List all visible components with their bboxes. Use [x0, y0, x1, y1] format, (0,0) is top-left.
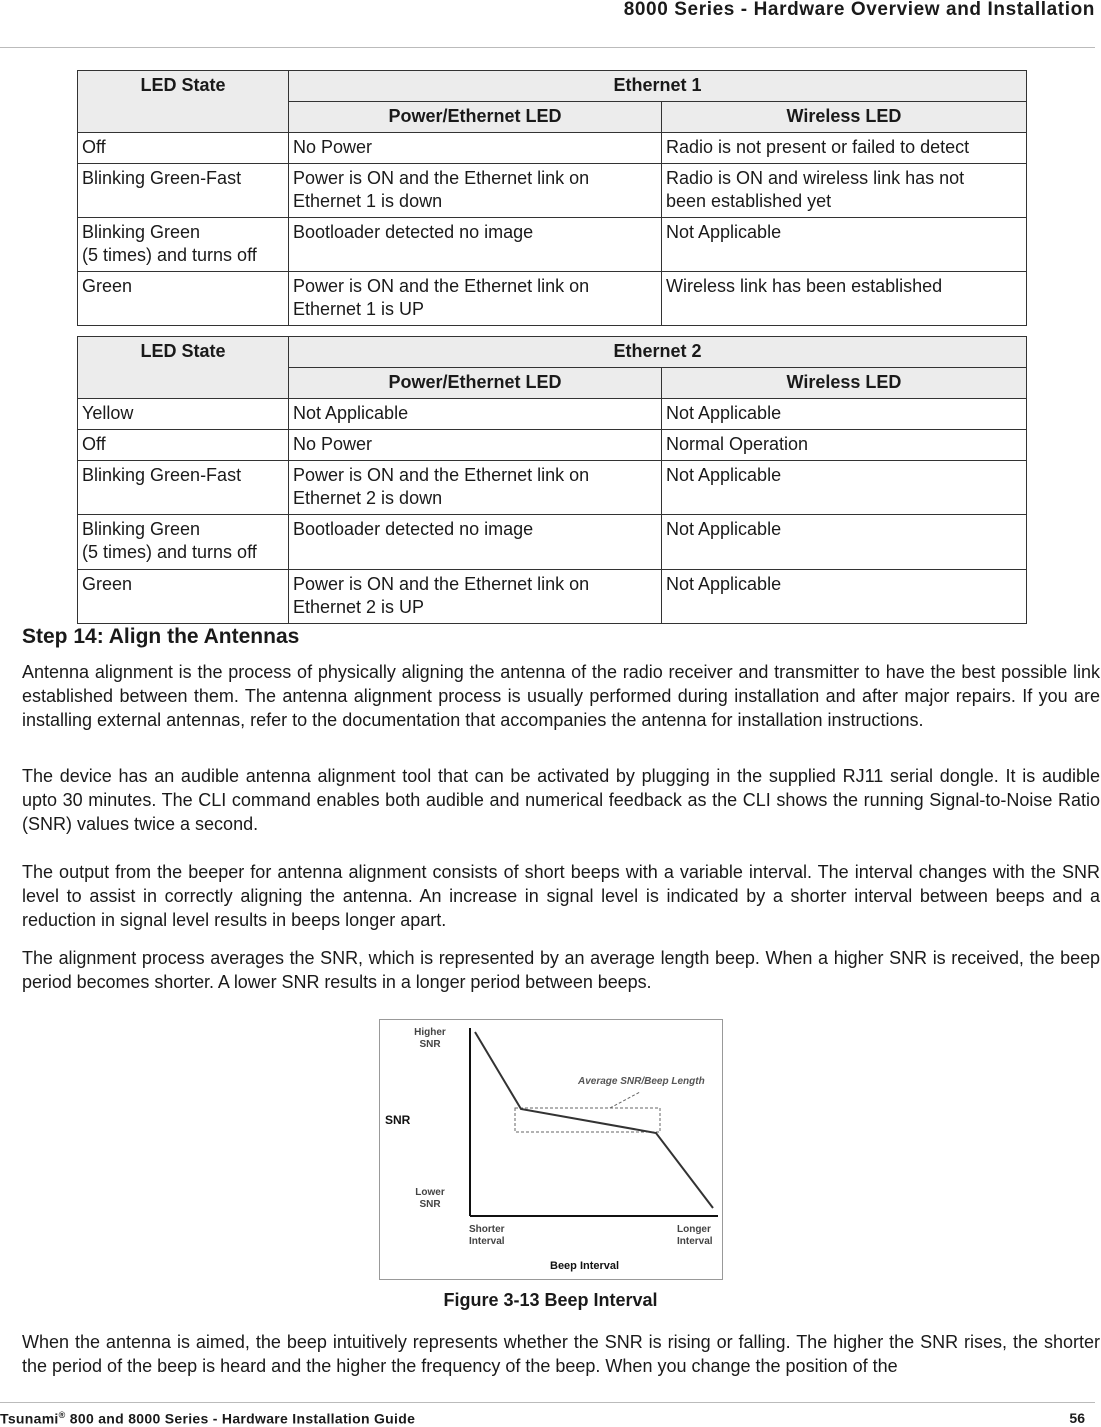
power-ethernet-led-cell-line: Ethernet 1 is UP — [293, 299, 425, 319]
section-heading: Step 14: Align the Antennas — [22, 625, 300, 648]
table-row — [78, 218, 1027, 272]
snr-curve — [475, 1032, 713, 1208]
wireless-led-cell-line: Radio is not present or failed to detect — [666, 137, 970, 157]
page-header — [0, 0, 1101, 50]
power-ethernet-led-cell-line: Power is ON and the Ethernet link on — [293, 465, 590, 485]
led-state-cell-line: Blinking Green — [82, 222, 201, 242]
power-ethernet-led-cell-line: Bootloader detected no image — [293, 222, 534, 242]
wireless-led-cell — [662, 218, 1027, 272]
table-row — [78, 164, 1027, 218]
wireless-led-header: Wireless LED — [662, 102, 1027, 133]
higher-snr-label-line2: SNR — [419, 1039, 441, 1050]
led-state-header: LED State — [78, 71, 289, 133]
paragraph-beeper-output: The output from the beeper for antenna alignment consists of short beeps with a variable interval. The interval changes with the SNR level to assist in correctly aligning the antenna. An increase in signal level is indicated by a shorter interval between beeps and a reduction in signal level results in beeps longer apart. — [22, 862, 1100, 930]
power-ethernet-led-header: Power/Ethernet LED — [289, 102, 662, 133]
ethernet1-led-table — [77, 70, 1027, 326]
led-state-cell — [78, 272, 289, 326]
paragraph-snr-averaging: The alignment process averages the SNR, which is represented by an average length beep. When a higher SNR is received, the beep period becomes shorter. A lower SNR results in a longer period between beeps. — [22, 948, 1100, 992]
power-ethernet-led-cell-line: Not Applicable — [293, 403, 409, 423]
higher-snr-label-line1: Higher — [414, 1027, 446, 1038]
led-state-cell-line: Off — [82, 434, 106, 454]
paragraph-audible-tool: The device has an audible antenna alignment tool that can be activated by plugging in the supplied RJ11 serial dongle. It is audible upto 30 minutes. The CLI command enables both audible and numerical feedback as the CLI shows the running Signal-to-Noise Ratio (SNR) values twice a second. — [22, 766, 1100, 834]
led-state-cell — [78, 461, 289, 515]
power-ethernet-led-cell — [289, 570, 662, 624]
beep-interval-diagram — [380, 1020, 722, 1279]
power-ethernet-led-cell-line: Ethernet 2 is UP — [293, 597, 425, 617]
header-rule — [0, 47, 1095, 48]
wireless-led-cell — [662, 272, 1027, 326]
led-state-cell — [78, 430, 289, 461]
average-snr-annotation: Average SNR/Beep Length — [578, 1076, 705, 1087]
led-state-header: LED State — [78, 337, 289, 399]
led-state-cell-line: Blinking Green — [82, 519, 201, 539]
wireless-led-cell — [662, 515, 1027, 570]
power-ethernet-led-cell-line: Bootloader detected no image — [293, 519, 534, 539]
led-state-cell — [78, 515, 289, 570]
ethernet2-led-table — [77, 336, 1027, 624]
annotation-leader — [610, 1092, 640, 1108]
wireless-led-cell-line: Wireless link has been established — [666, 276, 943, 296]
footer-brand: Tsunami — [0, 1410, 59, 1427]
power-ethernet-led-cell — [289, 164, 662, 218]
table-row — [78, 399, 1027, 430]
table-row — [78, 515, 1027, 570]
power-ethernet-led-cell — [289, 218, 662, 272]
power-ethernet-led-cell-line: Power is ON and the Ethernet link on — [293, 168, 590, 188]
wireless-led-cell-line: Not Applicable — [666, 465, 782, 485]
registered-mark: ® — [58, 1410, 66, 1420]
table-row — [78, 570, 1027, 624]
paragraph-alignment-intro: Antenna alignment is the process of physically aligning the antenna of the radio receiver and transmitter to have the best possible link established between them. The antenna alignment process is usually performed during installation and after major repairs. If you are installing external antennas, refer to the documentation that accompanies the antenna for installation instructions. — [22, 662, 1100, 730]
table-row — [78, 430, 1027, 461]
ethernet2-table-body — [78, 399, 1027, 624]
wireless-led-cell — [662, 399, 1027, 430]
led-state-cell — [78, 399, 289, 430]
power-ethernet-led-cell-line: No Power — [293, 434, 373, 454]
footer-guide-name: 800 and 8000 Series - Hardware Installation Guide — [65, 1410, 416, 1427]
led-state-cell — [78, 133, 289, 164]
ethernet1-group-header: Ethernet 1 — [289, 71, 1027, 102]
power-ethernet-led-cell-line: Ethernet 1 is down — [293, 191, 443, 211]
power-ethernet-led-cell-line: Power is ON and the Ethernet link on — [293, 574, 590, 594]
footer-guide-title — [0, 1410, 415, 1427]
page-number: 56 — [1069, 1410, 1085, 1426]
power-ethernet-led-cell — [289, 133, 662, 164]
wireless-led-cell-line: Not Applicable — [666, 519, 782, 539]
wireless-led-cell-line: Not Applicable — [666, 222, 782, 242]
power-ethernet-led-cell — [289, 399, 662, 430]
power-ethernet-led-cell — [289, 461, 662, 515]
led-state-cell-line: Blinking Green-Fast — [82, 465, 242, 485]
led-state-cell-line: (5 times) and turns off — [82, 542, 257, 562]
power-ethernet-led-cell-line: Ethernet 2 is down — [293, 488, 443, 508]
longer-interval-label-line1: Longer — [677, 1224, 711, 1235]
shorter-interval-label-line2: Interval — [469, 1236, 505, 1247]
power-ethernet-led-cell — [289, 515, 662, 570]
wireless-led-cell-line: Radio is ON and wireless link has not — [666, 168, 965, 188]
wireless-led-header: Wireless LED — [662, 368, 1027, 399]
led-state-cell-line: Off — [82, 137, 106, 157]
wireless-led-cell — [662, 164, 1027, 218]
power-ethernet-led-cell-line: No Power — [293, 137, 373, 157]
header-title: 8000 Series - Hardware Overview and Installation — [623, 0, 1095, 20]
wireless-led-cell — [662, 570, 1027, 624]
led-state-cell-line: (5 times) and turns off — [82, 245, 257, 265]
wireless-led-cell — [662, 430, 1027, 461]
power-ethernet-led-cell-line: Power is ON and the Ethernet link on — [293, 276, 590, 296]
snr-axis-title: SNR — [385, 1113, 411, 1127]
figure-caption: Figure 3-13 Beep Interval — [443, 1290, 658, 1310]
shorter-interval-label-line1: Shorter — [469, 1224, 505, 1235]
led-state-cell-line: Green — [82, 574, 133, 594]
ethernet2-group-header: Ethernet 2 — [289, 337, 1027, 368]
lower-snr-label-line2: SNR — [419, 1199, 441, 1210]
paragraph-antenna-aimed: When the antenna is aimed, the beep intuitively represents whether the SNR is rising or falling. The higher the SNR rises, the shorter the period of the beep is heard and the higher the frequency of the beep. When you change the position of the — [22, 1332, 1100, 1376]
wireless-led-cell-line: Not Applicable — [666, 403, 782, 423]
ethernet1-table-body — [78, 133, 1027, 326]
table-row — [78, 133, 1027, 164]
power-ethernet-led-header: Power/Ethernet LED — [289, 368, 662, 399]
wireless-led-cell-line: been established yet — [666, 191, 832, 211]
lower-snr-label-line1: Lower — [415, 1187, 445, 1198]
table-row — [78, 272, 1027, 326]
led-state-cell-line: Blinking Green-Fast — [82, 168, 242, 188]
beep-interval-axis-title: Beep Interval — [550, 1260, 620, 1272]
wireless-led-cell — [662, 461, 1027, 515]
table-row — [78, 461, 1027, 515]
power-ethernet-led-cell — [289, 272, 662, 326]
wireless-led-cell-line: Normal Operation — [666, 434, 809, 454]
footer-rule — [0, 1402, 1095, 1403]
wireless-led-cell-line: Not Applicable — [666, 574, 782, 594]
led-state-cell — [78, 164, 289, 218]
led-state-cell-line: Green — [82, 276, 133, 296]
led-state-cell — [78, 218, 289, 272]
led-state-cell — [78, 570, 289, 624]
power-ethernet-led-cell — [289, 430, 662, 461]
wireless-led-cell — [662, 133, 1027, 164]
longer-interval-label-line2: Interval — [677, 1236, 713, 1247]
led-state-cell-line: Yellow — [82, 403, 134, 423]
beep-interval-figure — [379, 1019, 723, 1280]
